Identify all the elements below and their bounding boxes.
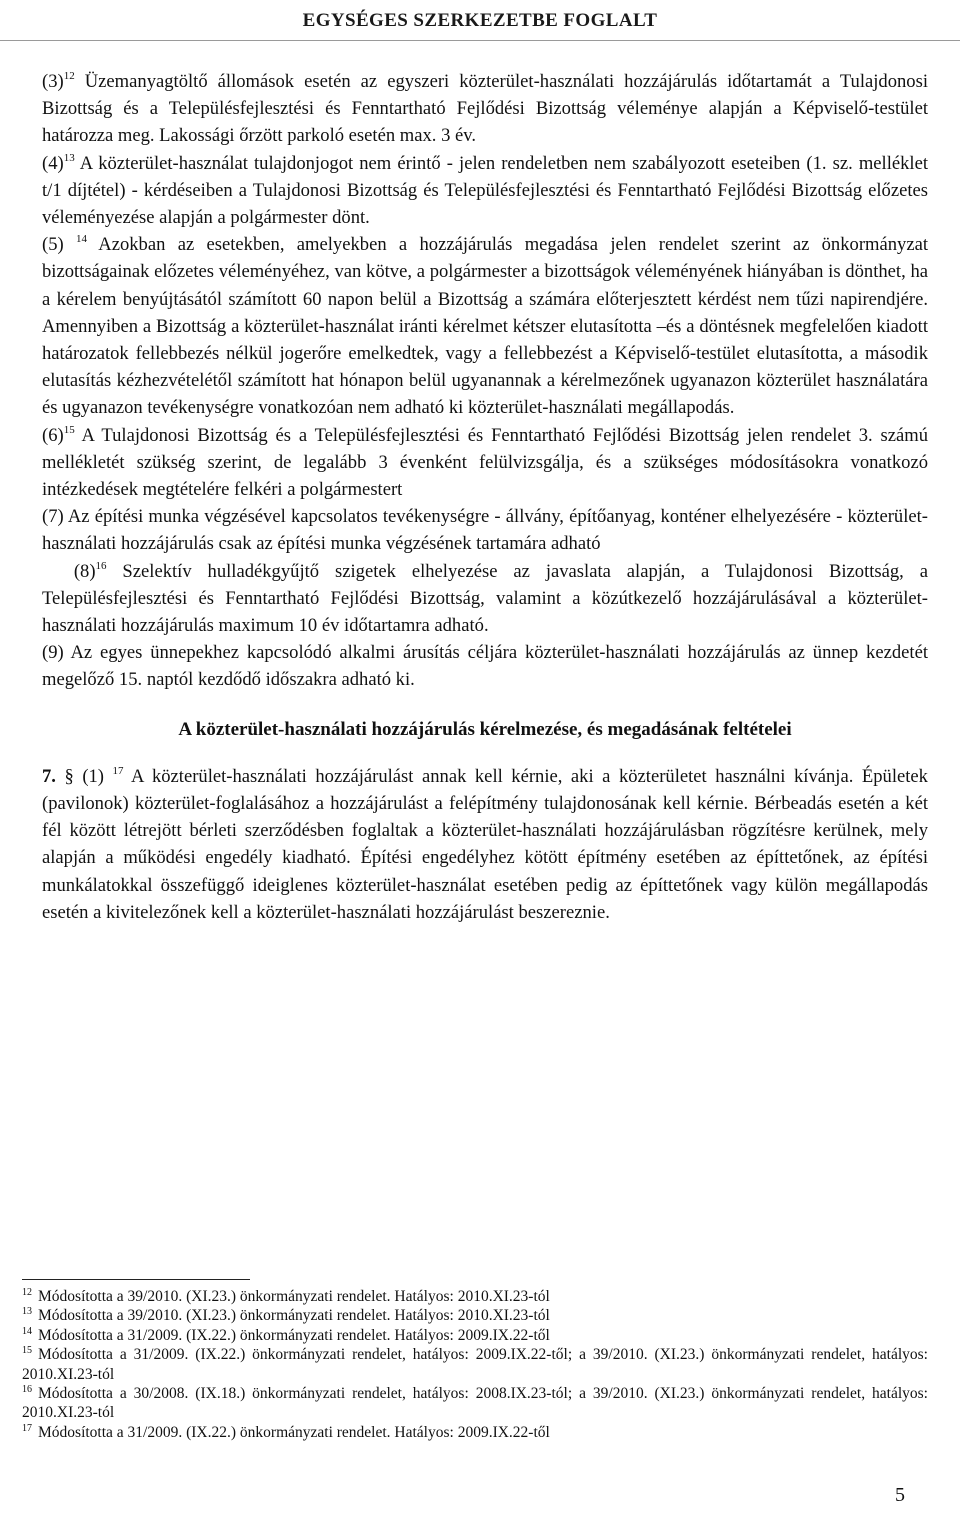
paragraph-4	[42, 150, 928, 232]
footnote-number: 16	[22, 1384, 32, 1396]
paragraph-5-lead: (5)	[42, 234, 76, 256]
paragraph-7: (7) Az építési munka végzésével kapcsolatos tevékenységre - állvány, építőanyag, konténer elhelyezésére - közterület-használati hozzájárulás csak az építési munka végzésének tartamára adható	[42, 506, 928, 555]
footnote-ref-14[interactable]: 14	[76, 233, 87, 246]
footnote-text: Módosította a 39/2010. (XI.23.) önkormányzati rendelet. Hatályos: 2010.XI.23-tól	[38, 1288, 550, 1305]
footnote-ref-17[interactable]: 17	[112, 764, 124, 777]
paragraph-9: (9) Az egyes ünnepekhez kapcsolódó alkalmi árusítás céljára közterület-használati hozzájárulás az ünnep kezdetét megelőző 15. naptól kezdődő időszakra adható ki.	[42, 642, 928, 691]
footnote-item	[22, 1287, 928, 1306]
paragraph-3-text: Üzemanyagtöltő állomások esetén az egyszeri közterület-használati hozzájárulás időtartamát a Tulajdonosi Bizottság és a Településfejlesztési és Fenntartható Fejlődési Bizottság véleménye alapján a Képviselő-testület határozza meg. Lakossági őrzött parkoló esetén max. 3 év.	[42, 71, 928, 147]
footnote-number: 12	[22, 1287, 32, 1298]
section-symbol: §	[64, 765, 74, 787]
paragraph-5	[42, 231, 928, 421]
section-7-text: A közterület-használati hozzájárulást annak kell kérnie, aki a közterületet használni kívánja. Épületek (pavilonok) közterület-foglalásához a hozzájárulást a felépítmény tulajdonosának kell kérnie. Bérbeadás esetén a két fél között létrejött bérleti szerződésben foglaltak a közterület-használati hozzájárulásban rögzítésre kerülnek, mely alapján a működési engedély kiadható. Építési engedélyhez kötött építmény esetében az építtetőnek, az építési munkálatokkal összefüggő ideiglenes közterület-használat esetében pedig az építtetőnek vagy külön megállapodás esetén a kivitelezőnek kell a közterület-használati hozzájárulást beszereznie.	[42, 765, 928, 923]
section-7-paragraph-1	[42, 763, 928, 926]
footnote-text: Módosította a 31/2009. (IX.22.) önkormányzati rendelet. Hatályos: 2009.IX.22-től	[38, 1423, 550, 1441]
header-title: EGYSÉGES SZERKEZETBE FOGLALT	[302, 10, 658, 31]
paragraph-6-text: A Tulajdonosi Bizottság és a Településfejlesztési és Fenntartható Fejlődési Bizottság jelen rendelet 3. számú mellékletét szükség szerint, de legalább 3 évenként felülvizsgálja, és a szükséges módosításokra vonatkozó intézkedések megtételére felkéri a polgármestert	[42, 424, 928, 501]
footnote-number: 13	[22, 1306, 32, 1318]
page-number: 5	[895, 1484, 905, 1506]
footnote-ref-13[interactable]: 13	[63, 151, 75, 164]
footnote-ref-15[interactable]: 15	[63, 423, 75, 436]
paragraph-3	[42, 68, 928, 150]
footnote-item	[22, 1306, 928, 1325]
footnote-item	[22, 1345, 928, 1384]
footnote-text: Módosította a 39/2010. (XI.23.) önkormányzati rendelet. Hatályos: 2010.XI.23-tól	[38, 1307, 550, 1325]
footnote-ref-16[interactable]: 16	[95, 559, 107, 572]
footnote-number: 17	[22, 1422, 32, 1434]
footnote-text: Módosította a 30/2008. (IX.18.) önkormányzati rendelet, hatályos: 2008.IX.23-tól; a 39/2010. (XI.23.) önkormányzati rendelet, hatályos: 2010.XI.23-tól	[22, 1385, 928, 1422]
paragraph-8-text: Szelektív hulladékgyűjtő szigetek elhelyezése az javaslata alapján, a Tulajdonosi Bizottság, a Településfejlesztési és Fenntartható Fejlődési Bizottság, valamint a közútkezelő hozzájárulásával a közterület-használati hozzájárulás maximum 10 év időtartamra adható.	[42, 560, 928, 637]
section-heading: A közterület-használati hozzájárulás kérelmezése, és megadásának feltételei	[178, 718, 792, 740]
footnotes	[22, 1287, 928, 1442]
paragraph-4-lead: (4)	[42, 152, 64, 174]
paragraph-8-lead: (8)	[73, 560, 96, 582]
footnote-number: 14	[22, 1325, 32, 1337]
document-header	[0, 0, 960, 41]
paragraph-4-text: A közterület-használat tulajdonjogot nem érintő - jelen rendeletben nem szabályozott eseteiben (1. sz. melléklet t/1 díjtétel) - kérdéseiben a Tulajdonosi Bizottság és Településfejlesztési és Fenntartható Fejlődési Bizottság előzetes véleményezése alapján a polgármester dönt.	[42, 152, 928, 229]
document-body	[42, 68, 928, 926]
footnote-item	[22, 1326, 928, 1345]
paragraph-6	[42, 422, 928, 504]
paragraph-5-text: Azokban az esetekben, amelyekben a hozzájárulás megadása jelen rendelet szerint az önkormányzat bizottságainak előzetes véleményéhez, van kötve, a polgármester a bizottságok véleményének hiányában is dönthet, ha a kérelem benyújtásától számított 60 napon belül a Bizottság a számára előterjesztett kérdést nem tűzi napirendjére. Amennyiben a Bizottság a közterület-használat iránti kérelmet kétszer elutasította –és a döntésnek megfelelően kiadott határozatok fellebbezés nélkül jogerőre emelkedtek, vagy a fellebbezést a Képviselő-testület elutasította, a második elutasítás kézhezvételétől számított hat hónapon belül ugyanannak a kérelmezőnek ugyanazon közterület használatára és ugyanazon tevékenységre vonatkozóan nem adható ki közterület-használati megállapodás.	[42, 234, 928, 419]
footnote-separator	[22, 1279, 250, 1280]
footnote-number: 15	[22, 1345, 32, 1357]
footnote-text: Módosította a 31/2009. (IX.22.) önkormányzati rendelet, hatályos: 2009.IX.22-től; a 39/2010. (XI.23.) önkormányzati rendelet, hatályos: 2010.XI.23-tól	[22, 1346, 928, 1383]
section-7-lead: (1)	[82, 765, 113, 787]
footnote-item	[22, 1384, 928, 1423]
paragraph-3-lead: (3)	[42, 71, 64, 92]
footnote-item	[22, 1423, 928, 1442]
footnote-ref-12[interactable]: 12	[63, 70, 75, 82]
section-number: 7.	[42, 765, 56, 787]
paragraph-8	[42, 558, 928, 640]
paragraph-6-lead: (6)	[42, 424, 64, 446]
footnote-text: Módosította a 31/2009. (IX.22.) önkormányzati rendelet. Hatályos: 2009.IX.22-től	[38, 1326, 550, 1344]
